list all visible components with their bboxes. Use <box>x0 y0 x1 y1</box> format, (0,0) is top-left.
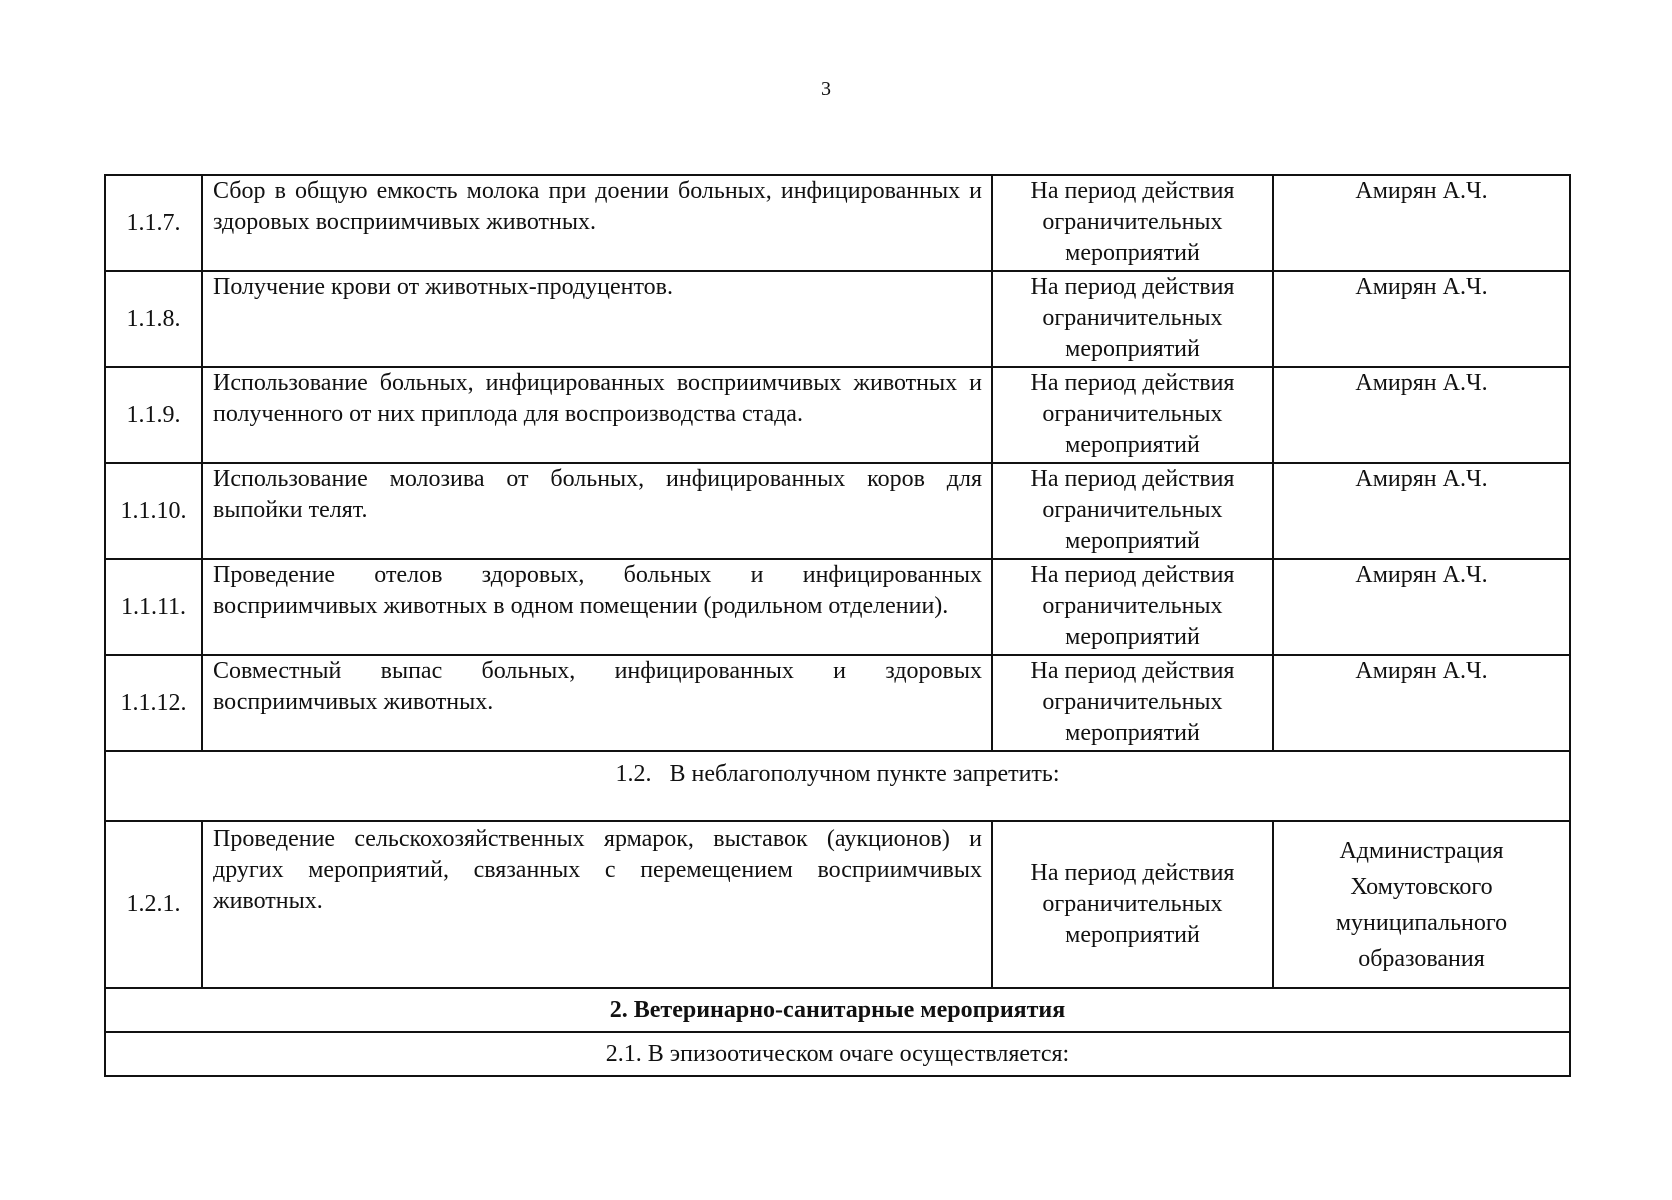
item-number: 1.1.11. <box>105 559 202 655</box>
measure-text: Проведение отелов здоровых, больных и инфицированных восприимчивых животных в одном помещении (родильном отделении). <box>202 559 992 655</box>
item-number: 1.1.12. <box>105 655 202 751</box>
deadline-line: мероприятий <box>1065 528 1200 554</box>
table-row <box>105 367 1570 463</box>
page-number: 3 <box>821 78 831 100</box>
responsible-person: Амирян А.Ч. <box>1273 367 1570 463</box>
subsection-heading: 2.1. В эпизоотическом очаге осуществляется: <box>105 1032 1570 1076</box>
subsection-row <box>105 751 1570 821</box>
subsection-row <box>105 1032 1570 1076</box>
item-number: 1.2.1. <box>105 821 202 988</box>
deadline-line: На период действия <box>1030 562 1235 588</box>
deadline-cell <box>992 821 1273 988</box>
responsible-person: Амирян А.Ч. <box>1273 463 1570 559</box>
deadline-line: ограничительных <box>1042 401 1223 427</box>
deadline-cell <box>992 559 1273 655</box>
deadline-line: На период действия <box>1030 178 1235 204</box>
deadline-line: На период действия <box>1030 466 1235 492</box>
section-heading: 2. Ветеринарно-санитарные мероприятия <box>105 988 1570 1032</box>
deadline-line: На период действия <box>1030 274 1235 300</box>
responsible-person: Амирян А.Ч. <box>1273 559 1570 655</box>
deadline-line: На период действия <box>1030 370 1235 396</box>
deadline-cell <box>992 271 1273 367</box>
deadline-line: На период действия <box>1030 860 1235 886</box>
responsible-person: Амирян А.Ч. <box>1273 175 1570 271</box>
responsible-person: Амирян А.Ч. <box>1273 271 1570 367</box>
measure-text: Проведение сельскохозяйственных ярмарок, выставок (аукционов) и других мероприятий, связанных с перемещением восприимчивых животных. <box>202 821 992 988</box>
table-row <box>105 271 1570 367</box>
deadline-cell <box>992 655 1273 751</box>
deadline-line: ограничительных <box>1042 593 1223 619</box>
table-row <box>105 463 1570 559</box>
responsible-organization <box>1273 821 1570 988</box>
subsection-heading: 1.2. В неблагополучном пункте запретить: <box>105 751 1570 821</box>
deadline-line: ограничительных <box>1042 305 1223 331</box>
table-row <box>105 559 1570 655</box>
deadline-line: мероприятий <box>1065 922 1200 948</box>
deadline-line: мероприятий <box>1065 720 1200 746</box>
deadline-cell <box>992 175 1273 271</box>
measure-text: Использование больных, инфицированных восприимчивых животных и полученного от них приплода для воспроизводства стада. <box>202 367 992 463</box>
deadline-line: ограничительных <box>1042 689 1223 715</box>
measure-text: Получение крови от животных-продуцентов. <box>202 271 992 367</box>
table-row <box>105 175 1570 271</box>
item-number: 1.1.7. <box>105 175 202 271</box>
item-number: 1.1.10. <box>105 463 202 559</box>
deadline-line: мероприятий <box>1065 336 1200 362</box>
responsible-line: муниципального <box>1335 909 1508 936</box>
deadline-line: мероприятий <box>1065 624 1200 650</box>
measures-table <box>104 174 1571 1077</box>
deadline-line: мероприятий <box>1065 240 1200 266</box>
responsible-line: Администрация <box>1339 837 1504 864</box>
deadline-line: На период действия <box>1030 658 1235 684</box>
item-number: 1.1.9. <box>105 367 202 463</box>
responsible-line: образования <box>1358 945 1485 972</box>
responsible-line: Хомутовского <box>1350 873 1493 900</box>
deadline-line: ограничительных <box>1042 497 1223 523</box>
section-row <box>105 988 1570 1032</box>
deadline-line: ограничительных <box>1042 209 1223 235</box>
item-number: 1.1.8. <box>105 271 202 367</box>
deadline-line: мероприятий <box>1065 432 1200 458</box>
deadline-line: ограничительных <box>1042 891 1223 917</box>
measure-text: Совместный выпас больных, инфицированных и здоровых восприимчивых животных. <box>202 655 992 751</box>
deadline-cell <box>992 463 1273 559</box>
deadline-cell <box>992 367 1273 463</box>
responsible-person: Амирян А.Ч. <box>1273 655 1570 751</box>
measure-text: Использование молозива от больных, инфицированных коров для выпойки телят. <box>202 463 992 559</box>
table-row <box>105 655 1570 751</box>
table-row <box>105 821 1570 988</box>
measure-text: Сбор в общую емкость молока при доении больных, инфицированных и здоровых восприимчивых животных. <box>202 175 992 271</box>
